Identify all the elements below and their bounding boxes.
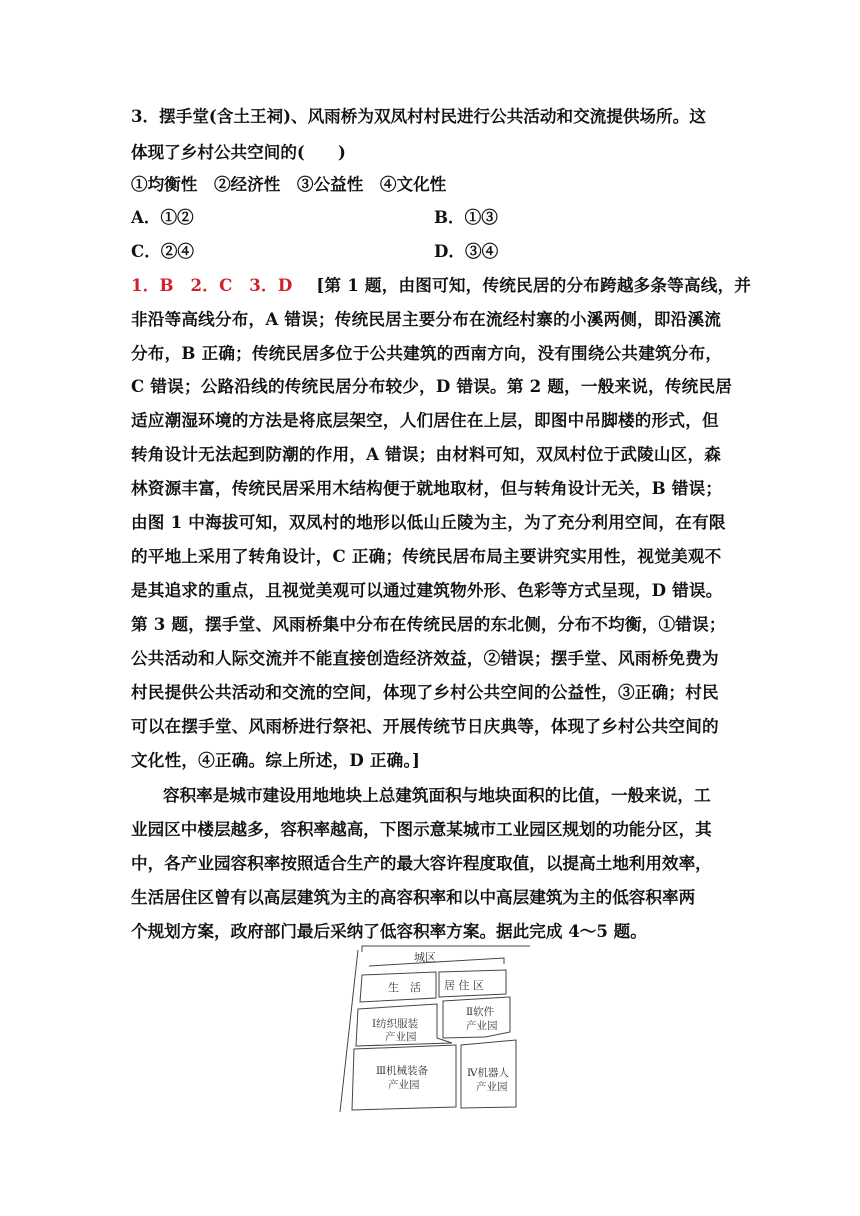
answer-line: 非沿等高线分布，A 错误；传统民居主要分布在流经村寨的小溪两侧，即沿溪流 bbox=[131, 309, 722, 329]
living-label-a: 生 活 bbox=[388, 981, 421, 994]
answer-line: 可以在摆手堂、风雨桥进行祭祀、开展传统节日庆典等，体现了乡村公共空间的 bbox=[131, 716, 719, 736]
passage-line: 业园区中楼层越多，容积率越高，下图示意某城市工业园区规划的功能分区，其 bbox=[131, 819, 712, 839]
answer-line-1 bbox=[131, 275, 752, 295]
answer-line: 公共活动和人际交流并不能直接创造经济效益，②错误；摆手堂、风雨桥免费为 bbox=[131, 648, 719, 668]
answer-line: 是其追求的重点，且视觉美观可以通过建筑物外形、色彩等方式呈现，D 错误。 bbox=[131, 580, 723, 600]
answer-line: 适应潮湿环境的方法是将底层架空，人们居住在上层，即图中吊脚楼的形式，但 bbox=[131, 410, 719, 430]
answer-line: 林资源丰富，传统民居采用木结构便于就地取材，但与转角设计无关，B 错误； bbox=[131, 478, 723, 498]
answer-text: [第 1 题，由图可知，传统民居的分布跨越多条等高线，并 bbox=[316, 275, 752, 295]
answer-line: 文化性，④正确。综上所述，D 正确。] bbox=[131, 750, 421, 770]
passage-line: 个规划方案，政府部门最后采纳了低容积率方案。据此完成 4～5 题。 bbox=[131, 921, 647, 941]
west-boundary-line bbox=[340, 950, 358, 1112]
answer-line: C 错误；公路沿线的传统民居分布较少，D 错误。第 2 题，一般来说，传统民居 bbox=[131, 376, 733, 396]
zone-3-label-a: Ⅲ机械装备 bbox=[376, 1065, 429, 1077]
passage-line: 容积率是城市建设用地地块上总建筑面积与地块面积的比值，一般来说，工 bbox=[163, 785, 711, 805]
living-label-b: 居 住 区 bbox=[444, 979, 484, 992]
question-3-stem-line-1: 3．摆手堂(含土王祠)、风雨桥为双凤村村民进行公共活动和交流提供场所。这 bbox=[131, 106, 706, 126]
question-3-choices: ①均衡性 ②经济性 ③公益性 ④文化性 bbox=[131, 174, 447, 194]
question-3-stem-line-2: 体现了乡村公共空间的( ) bbox=[131, 142, 346, 162]
answer-key: 1．B 2．C 3．D bbox=[131, 275, 293, 295]
zone-1-label-a: Ⅰ纺织服装 bbox=[372, 1018, 419, 1030]
zone-3-label-b: 产业园 bbox=[388, 1079, 420, 1091]
option-b: B．①③ bbox=[434, 207, 498, 227]
option-d: D．③④ bbox=[434, 241, 499, 261]
answer-line: 的平地上采用了转角设计，C 正确；传统民居布局主要讲究实用性，视觉美观不 bbox=[131, 546, 722, 566]
industrial-park-zoning-map bbox=[330, 942, 530, 1117]
option-c: C．②④ bbox=[131, 241, 194, 261]
zone-2-label-a: Ⅱ软件 bbox=[466, 1006, 495, 1018]
zone-3-machinery bbox=[352, 1045, 456, 1110]
answer-line: 由图 1 中海拔可知，双凤村的地形以低山丘陵为主，为了充分利用空间，在有限 bbox=[131, 512, 726, 532]
passage-line: 生活居住区曾有以高层建筑为主的高容积率和以中高层建筑为主的低容积率两 bbox=[131, 887, 696, 907]
answer-line: 村民提供公共活动和交流的空间，体现了乡村公共空间的公益性，③正确；村民 bbox=[131, 682, 719, 702]
zone-2-label-b: 产业园 bbox=[466, 1020, 498, 1032]
city-label: 城区 bbox=[414, 951, 436, 964]
answer-line: 分布，B 正确；传统民居多位于公共建筑的西南方向，没有围绕公共建筑分布， bbox=[131, 343, 723, 363]
zone-4-label-b: 产业园 bbox=[476, 1081, 508, 1093]
zone-4-label-a: Ⅳ机器人 bbox=[467, 1067, 509, 1079]
answer-line: 转角设计无法起到防潮的作用，A 错误；由材料可知，双凤村位于武陵山区，森 bbox=[131, 444, 722, 464]
zone-1-label-b: 产业园 bbox=[385, 1031, 417, 1043]
passage-line: 中，各产业园容积率按照适合生产的最大容许程度取值，以提高土地利用效率， bbox=[131, 853, 712, 873]
city-boundary-line bbox=[362, 946, 530, 952]
answer-line: 第 3 题，摆手堂、风雨桥集中分布在传统民居的东北侧，分布不均衡，①错误； bbox=[131, 614, 726, 634]
option-a: A．①② bbox=[131, 207, 194, 227]
